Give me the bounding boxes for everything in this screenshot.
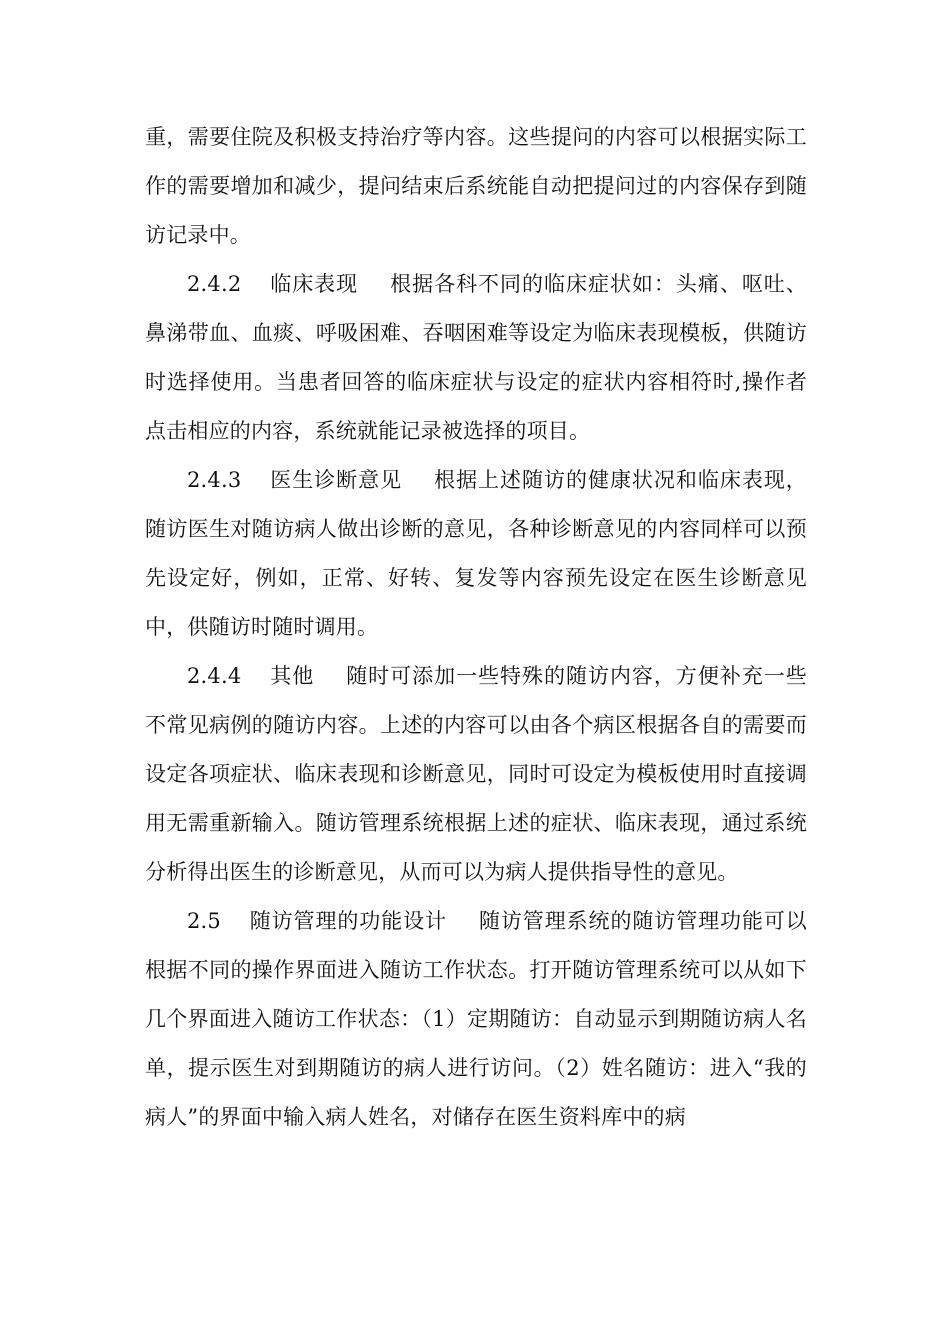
section-number: 2.5	[187, 909, 221, 933]
section-number: 2.4.3	[187, 468, 242, 492]
section-title: 其他	[269, 664, 315, 688]
body-text	[145, 113, 807, 1142]
section-title: 随访管理的功能设计	[249, 909, 447, 933]
paragraph-text: 根据各科不同的临床症状如：头痛、呕吐、鼻涕带血、血痰、呼吸困难、吞咽困难等设定为临床表现模板，供随访时选择使用。当患者回答的临床症状与设定的症状内容相符时,操作者点击相应的内容，系统就能记录被选择的项目。	[145, 272, 807, 443]
section-2-5	[145, 897, 807, 1142]
paragraph-text: 随时可添加一些特殊的随访内容，方便补充一些不常见病例的随访内容。上述的内容可以由各个病区根据各自的需要而设定各项症状、临床表现和诊断意见，同时可设定为模板使用时直接调用无需重新输入。随访管理系统根据上述的症状、临床表现，通过系统分析得出医生的诊断意见，从而可以为病人提供指导性的意见。	[145, 664, 807, 884]
section-2-4-3	[145, 456, 807, 652]
section-number: 2.4.2	[187, 272, 242, 296]
section-title: 临床表现	[269, 272, 359, 296]
section-title: 医生诊断意见	[269, 468, 403, 492]
section-2-4-4	[145, 652, 807, 897]
paragraph-text: 根据上述随访的健康状况和临床表现，随访医生对随访病人做出诊断的意见，各种诊断意见的内容同样可以预先设定好，例如，正常、好转、复发等内容预先设定在医生诊断意见中，供随访时随时调用。	[145, 468, 807, 639]
section-number: 2.4.4	[187, 664, 242, 688]
paragraph-text: 重，需要住院及积极支持治疗等内容。这些提问的内容可以根据实际工作的需要增加和减少，提问结束后系统能自动把提问过的内容保存到随访记录中。	[145, 125, 807, 247]
section-2-4-2	[145, 260, 807, 456]
paragraph-continuation	[145, 113, 807, 260]
paragraph-text: 随访管理系统的随访管理功能可以根据不同的操作界面进入随访工作状态。打开随访管理系统可以从如下几个界面进入随访工作状态：（1）定期随访：自动显示到期随访病人名单，提示医生对到期随访的病人进行访问。（2）姓名随访：进入“我的病人”的界面中输入病人姓名，对储存在医生资料库中的病	[145, 909, 807, 1129]
